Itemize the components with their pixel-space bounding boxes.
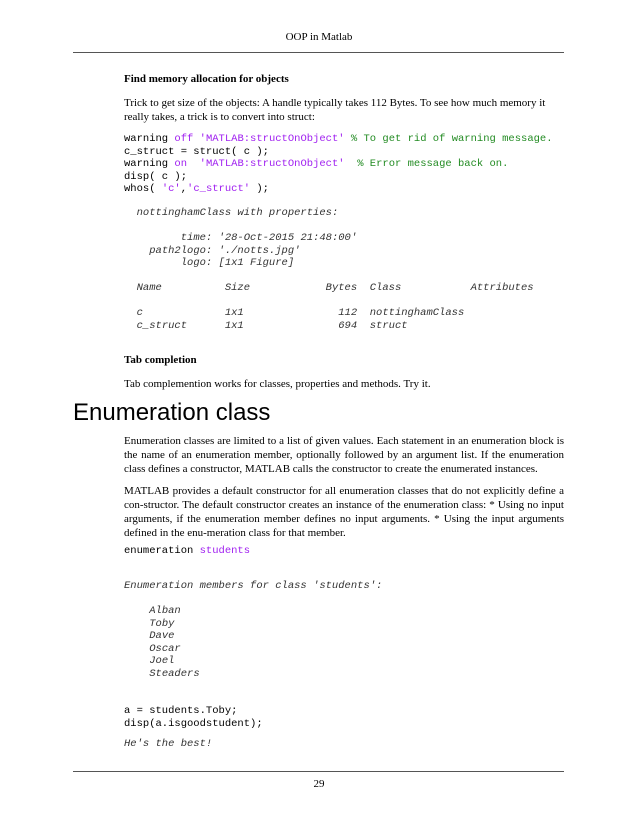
- enum-paragraph-1: Enumeration classes are limited to a list of given values. Each statement in an enumeration block is the name of an enumeration member, optionally followed by an argument list. If the enumeration class defines a constructor, MATLAB calls the constructor to create the enumerated instances.: [124, 435, 564, 475]
- whos-table-header: Name Size Bytes Class Attributes: [136, 282, 534, 294]
- code-line: warning off 'MATLAB:structOnObject' % To get rid of warning message.: [124, 133, 553, 145]
- header-rule: [73, 52, 564, 53]
- enum-paragraph-2: MATLAB provides a default constructor for all enumeration classes that do not explicitly define a con-structor. The default constructor creates an instance of the enumeration class: * Using no input arguments, if the enumeration member defines no input arguments. * Using the input arguments defined in the enu-meration class for that member.: [124, 485, 564, 539]
- code-output-result: He's the best!: [124, 738, 213, 750]
- page-number: 29: [313, 778, 325, 790]
- section-heading-memory: Find memory allocation for objects: [124, 73, 289, 85]
- code-line: whos( 'c','c_struct' );: [124, 183, 269, 195]
- enum-members-list: [124, 605, 564, 680]
- tab-paragraph: Tab complemention works for classes, properties and methods. Try it.: [124, 378, 431, 390]
- code-line: disp(a.isgoodstudent);: [124, 717, 263, 730]
- code-line: warning on 'MATLAB:structOnObject' % Error message back on.: [124, 158, 509, 170]
- enum-member: Alban: [149, 605, 181, 617]
- enum-members-title: Enumeration members for class 'students':: [124, 580, 383, 592]
- code-block-memory: [124, 133, 564, 196]
- enum-member: Dave: [149, 630, 175, 642]
- footer-rule: [73, 771, 564, 772]
- code-enumeration: enumeration students: [124, 545, 251, 557]
- running-header: OOP in Matlab: [285, 31, 353, 43]
- whos-row: c_struct 1x1 694 struct: [136, 319, 408, 332]
- chapter-heading-enumeration: Enumeration class: [73, 399, 271, 426]
- code-output-object: nottinghamClass with properties: time: '28-Oct-2015 21:48:00' path2logo: './notts.jpg' logo: [1x1 Figure]: [136, 207, 358, 269]
- section-heading-tab: Tab completion: [124, 354, 197, 366]
- code-line: a = students.Toby;: [124, 705, 238, 717]
- enum-member: Oscar: [149, 642, 181, 655]
- enum-member: Toby: [149, 617, 175, 630]
- code-output-whos: [124, 282, 564, 332]
- memory-paragraph: Trick to get size of the objects: A handle typically takes 112 Bytes. To see how much memory it really takes, a trick is to convert into struct:: [124, 97, 546, 123]
- code-line: disp( c );: [124, 170, 188, 183]
- code-line: c_struct = struct( c );: [124, 145, 269, 158]
- enum-member: Joel: [149, 655, 175, 667]
- code-block-toby: [124, 705, 564, 730]
- enum-member: Steaders: [149, 667, 200, 680]
- whos-row: c 1x1 112 nottinghamClass: [136, 307, 465, 319]
